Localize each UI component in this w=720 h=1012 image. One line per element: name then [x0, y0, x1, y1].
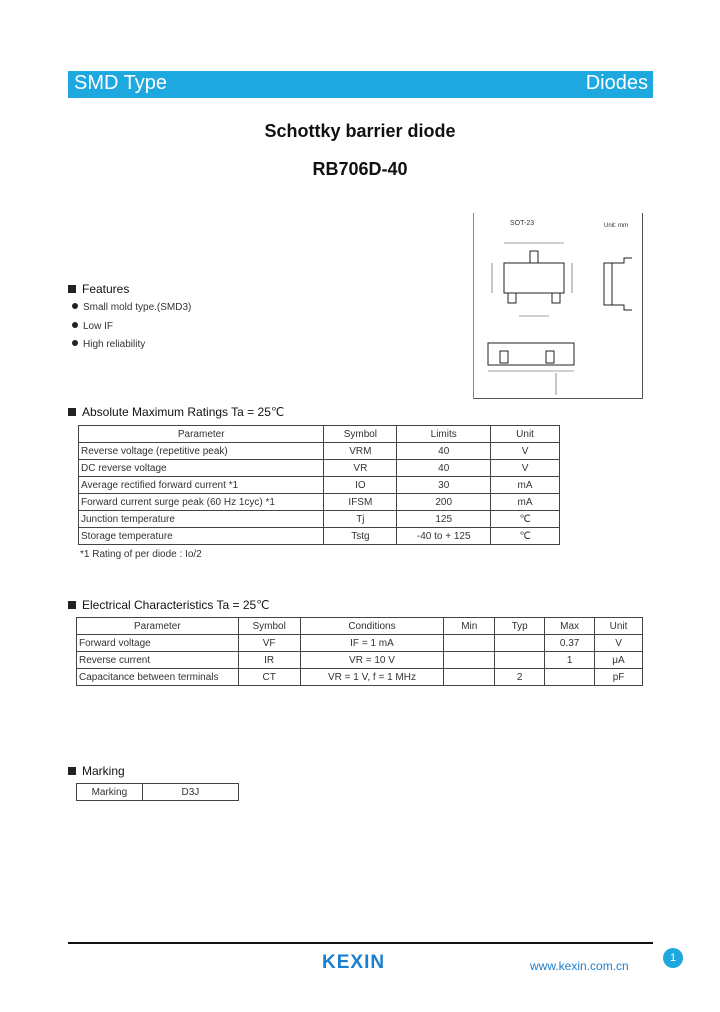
round-bullet-icon	[72, 322, 78, 328]
package-drawing	[473, 213, 643, 399]
square-bullet-icon	[68, 408, 76, 416]
package-unit: Unit: mm	[604, 223, 628, 229]
table-row: Average rectified forward current *1 IO 30 mA	[79, 477, 560, 494]
ec-heading: Electrical Characteristics Ta = 25℃	[68, 598, 270, 612]
footer-url[interactable]: www.kexin.com.cn	[530, 959, 629, 973]
marking-heading: Marking	[68, 764, 125, 778]
table-row: Forward voltage VF IF = 1 mA 0.37 V	[77, 635, 643, 652]
round-bullet-icon	[72, 340, 78, 346]
kexin-logo: KEXIN	[322, 952, 386, 973]
header-left: SMD Type	[74, 72, 167, 94]
square-bullet-icon	[68, 285, 76, 293]
table-header-row: Parameter Symbol Conditions Min Typ Max Unit	[77, 618, 643, 635]
feature-item: Low IF	[72, 321, 113, 332]
amr-heading: Absolute Maximum Ratings Ta = 25℃	[68, 405, 284, 419]
package-name: SOT-23	[510, 220, 535, 227]
feature-item: Small mold type.(SMD3)	[72, 302, 191, 313]
marking-table	[76, 783, 239, 801]
round-bullet-icon	[72, 303, 78, 309]
page-number-badge: 1	[663, 948, 683, 968]
square-bullet-icon	[68, 767, 76, 775]
doc-title: Schottky barrier diode	[264, 121, 456, 141]
table-header-row: Parameter Symbol Limits Unit	[79, 426, 560, 443]
header-right: Diodes	[585, 72, 648, 94]
package-outline-svg	[474, 213, 642, 398]
amr-table	[78, 425, 560, 545]
feature-item: High reliability	[72, 339, 145, 350]
table-row: Marking D3J	[77, 784, 239, 801]
table-row: Storage temperature Tstg -40 to + 125 ℃	[79, 528, 560, 545]
footer-rule	[68, 942, 653, 944]
table-row: Reverse voltage (repetitive peak) VRM 40 V	[79, 443, 560, 460]
table-row: Capacitance between terminals CT VR = 1 V, f = 1 MHz 2 pF	[77, 669, 643, 686]
amr-footnote: *1 Rating of per diode : Io/2	[80, 549, 202, 560]
features-heading: Features	[68, 282, 129, 296]
table-row: Forward current surge peak (60 Hz 1cyc) *1 IFSM 200 mA	[79, 494, 560, 511]
part-number: RB706D-40	[312, 159, 408, 179]
table-row: DC reverse voltage VR 40 V	[79, 460, 560, 477]
ec-table	[76, 617, 643, 686]
square-bullet-icon	[68, 601, 76, 609]
table-row: Reverse current IR VR = 10 V 1 μA	[77, 652, 643, 669]
table-row: Junction temperature Tj 125 ℃	[79, 511, 560, 528]
header-banner	[68, 71, 653, 98]
